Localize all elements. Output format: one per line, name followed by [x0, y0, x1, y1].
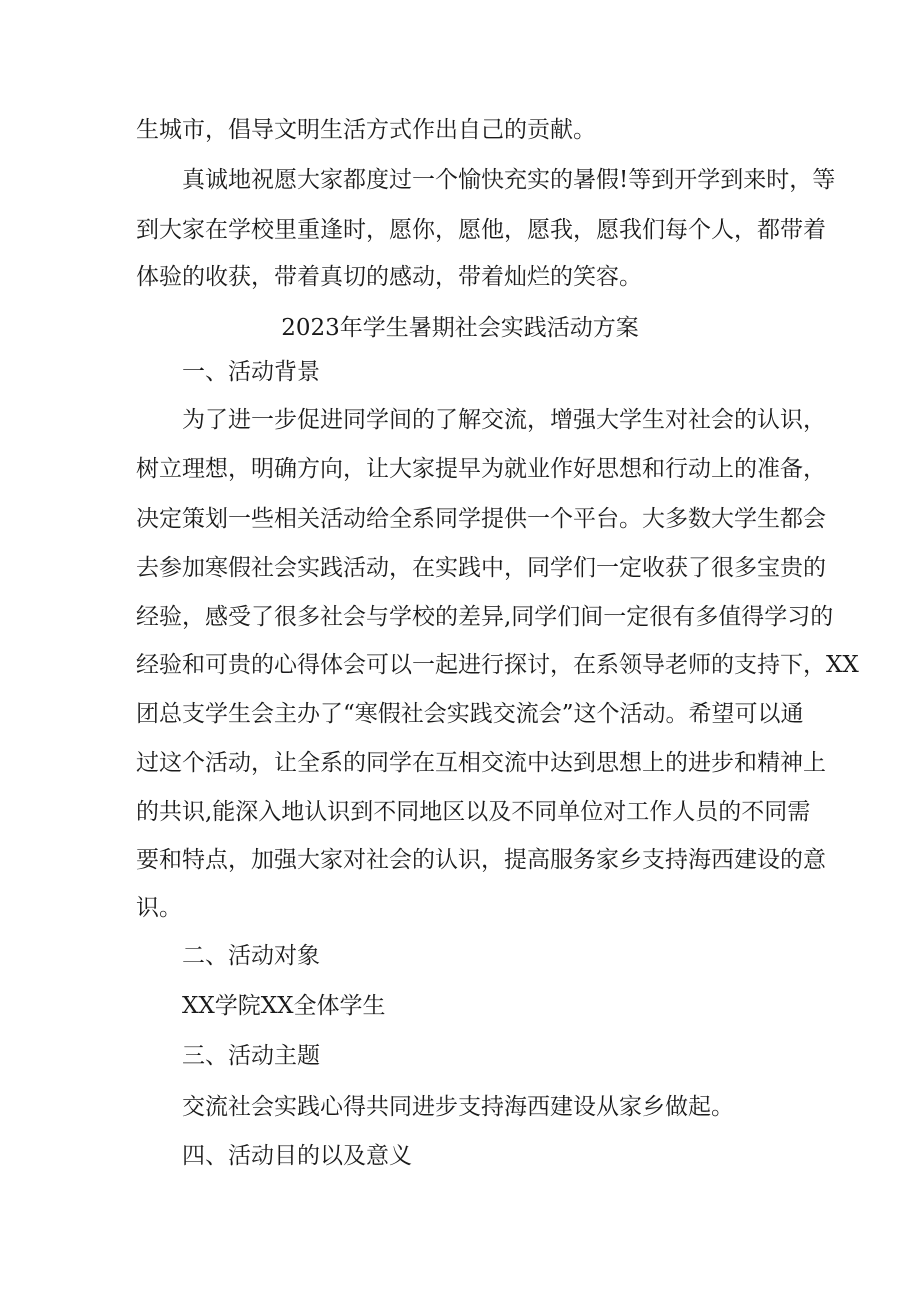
- section-3-heading: 三、活动主题: [182, 1043, 320, 1069]
- section-1-line-6: 经验和可贵的心得体会可以一起进行探讨，在系领导老师的支持下，XX: [136, 652, 859, 678]
- section-3-text: 交流社会实践心得共同进步支持海西建设从家乡做起。: [182, 1094, 734, 1120]
- section-4-heading: 四、活动目的以及意义: [182, 1143, 412, 1169]
- section-2-text: XX学院XX全体学生: [182, 993, 386, 1019]
- section-1-line-9: 的共识,能深入地认识到不同地区以及不同单位对工作人员的不同需: [136, 799, 811, 825]
- intro-line-3: 到大家在学校里重逢时，愿你，愿他，愿我，愿我们每个人，都带着: [136, 217, 826, 243]
- section-1-line-7: 团总支学生会主办了“寒假社会实践交流会”这个活动。希望可以通: [136, 701, 804, 727]
- section-1-line-3: 决定策划一些相关活动给全系同学提供一个平台。大多数大学生都会: [136, 506, 826, 532]
- section-1-line-2: 树立理想，明确方向，让大家提早为就业作好思想和行动上的准备，: [136, 456, 826, 482]
- section-1-line-4: 去参加寒假社会实践活动，在实践中，同学们一定收获了很多宝贵的: [136, 555, 826, 581]
- intro-line-2: 真诚地祝愿大家都度过一个愉快充实的暑假!等到开学到来时，等: [182, 167, 836, 193]
- section-1-line-5: 经验，感受了很多社会与学校的差异,同学们间一定很有多值得学习的: [136, 604, 834, 630]
- section-1-line-1: 为了进一步促进同学间的了解交流，增强大学生对社会的认识，: [182, 407, 826, 433]
- section-1-heading: 一、活动背景: [182, 359, 320, 385]
- intro-line-4: 体验的收获，带着真切的感动，带着灿烂的笑容。: [136, 264, 642, 290]
- section-1-line-8: 过这个活动，让全系的同学在互相交流中达到思想上的进步和精神上: [136, 750, 826, 776]
- section-1-line-11: 识。: [136, 895, 182, 921]
- intro-line-1: 生城市，倡导文明生活方式作出自己的贡献。: [136, 117, 596, 143]
- document-title: 2023年学生暑期社会实践活动方案: [281, 315, 639, 341]
- section-2-heading: 二、活动对象: [182, 943, 320, 969]
- section-1-line-10: 要和特点，加强大家对社会的认识，提高服务家乡支持海西建设的意: [136, 847, 826, 873]
